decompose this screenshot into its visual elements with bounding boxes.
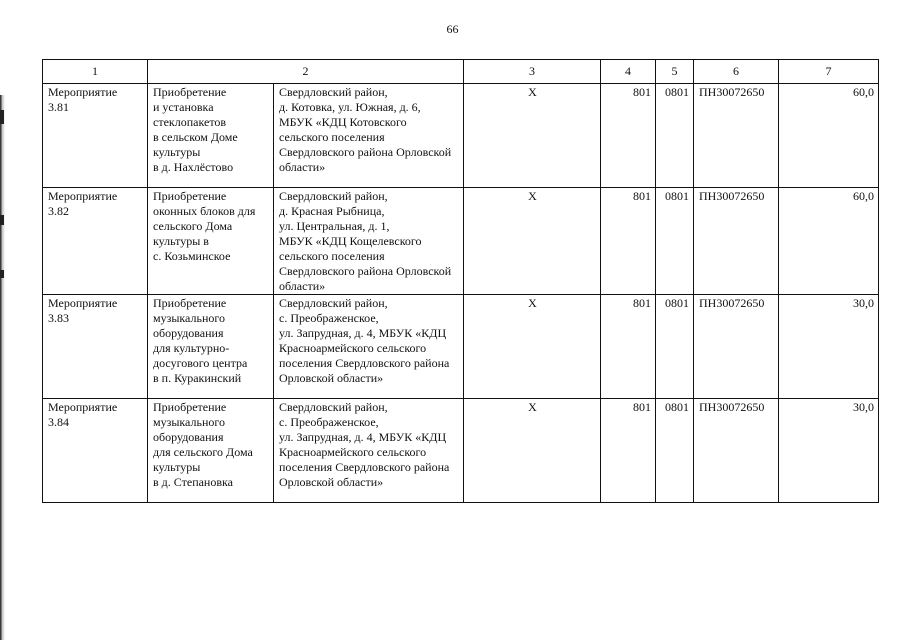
col3-cell: Х	[464, 188, 601, 295]
col6-cell: ПН30072650	[694, 399, 779, 503]
location-cell	[274, 295, 464, 399]
scan-mark	[0, 215, 4, 225]
amount-cell: 30,0	[779, 295, 879, 399]
measure-label: Мероприятие 3.82	[48, 189, 118, 218]
col6-cell: ПН30072650	[694, 295, 779, 399]
location-cell	[274, 399, 464, 503]
scan-edge	[0, 95, 5, 640]
header-cell: 2	[148, 60, 464, 84]
measure-label: Мероприятие 3.83	[48, 296, 118, 325]
measure-label: Мероприятие 3.84	[48, 400, 118, 429]
table-row	[43, 295, 879, 399]
description-cell	[148, 84, 274, 188]
description-cell	[148, 295, 274, 399]
scan-mark	[0, 270, 4, 278]
location-cell	[274, 84, 464, 188]
table-row	[43, 84, 879, 188]
measure-label: Мероприятие 3.81	[48, 85, 118, 114]
location-text: Свердловский район, с. Преображенское, ул. Запрудная, д. 4, МБУК «КДЦ Красноармейского сельского поселения Свердловского района Орловской области»	[279, 400, 450, 489]
amount-cell: 30,0	[779, 399, 879, 503]
header-cell: 5	[656, 60, 694, 84]
scan-mark	[0, 110, 4, 124]
col6-cell: ПН30072650	[694, 84, 779, 188]
measure-cell	[43, 84, 148, 188]
amount-cell: 60,0	[779, 84, 879, 188]
header-cell: 4	[601, 60, 656, 84]
header-row	[43, 60, 879, 84]
description-text: Приобретение музыкального оборудования для сельского Дома культуры в д. Степановка	[153, 400, 253, 489]
table-row	[43, 399, 879, 503]
measure-cell	[43, 295, 148, 399]
header-cell: 1	[43, 60, 148, 84]
col5-cell: 0801	[656, 188, 694, 295]
header-cell: 3	[464, 60, 601, 84]
location-text: Свердловский район, д. Котовка, ул. Южная, д. 6, МБУК «КДЦ Котовского сельского поселения Свердловского района Орловской области»	[279, 85, 452, 174]
col5-cell: 0801	[656, 399, 694, 503]
col3-cell: Х	[464, 399, 601, 503]
col5-cell: 0801	[656, 295, 694, 399]
col4-cell: 801	[601, 295, 656, 399]
col4-cell: 801	[601, 84, 656, 188]
measure-cell	[43, 399, 148, 503]
col5-cell: 0801	[656, 84, 694, 188]
col4-cell: 801	[601, 188, 656, 295]
header-cell: 7	[779, 60, 879, 84]
description-text: Приобретение оконных блоков для сельского Дома культуры в с. Козьминское	[153, 189, 256, 263]
location-text: Свердловский район, с. Преображенское, ул. Запрудная, д. 4, МБУК «КДЦ Красноармейского сельского поселения Свердловского района Орловской области»	[279, 296, 450, 385]
header-cell: 6	[694, 60, 779, 84]
location-text: Свердловский район, д. Красная Рыбница, ул. Центральная, д. 1, МБУК «КДЦ Кощелевского сельского поселения Свердловского района Орловской области»	[279, 189, 452, 293]
measure-cell	[43, 188, 148, 295]
budget-measures-table	[42, 59, 879, 503]
page-number: 66	[446, 22, 459, 36]
amount-cell: 60,0	[779, 188, 879, 295]
description-text: Приобретение и установка стеклопакетов в сельском Доме культуры в д. Нахлёстово	[153, 85, 238, 174]
col3-cell: Х	[464, 295, 601, 399]
col6-cell: ПН30072650	[694, 188, 779, 295]
col3-cell: Х	[464, 84, 601, 188]
description-cell	[148, 399, 274, 503]
description-text: Приобретение музыкального оборудования для культурно- досугового центра в п. Куракинский	[153, 296, 248, 385]
col4-cell: 801	[601, 399, 656, 503]
table-row	[43, 188, 879, 295]
location-cell	[274, 188, 464, 295]
description-cell	[148, 188, 274, 295]
